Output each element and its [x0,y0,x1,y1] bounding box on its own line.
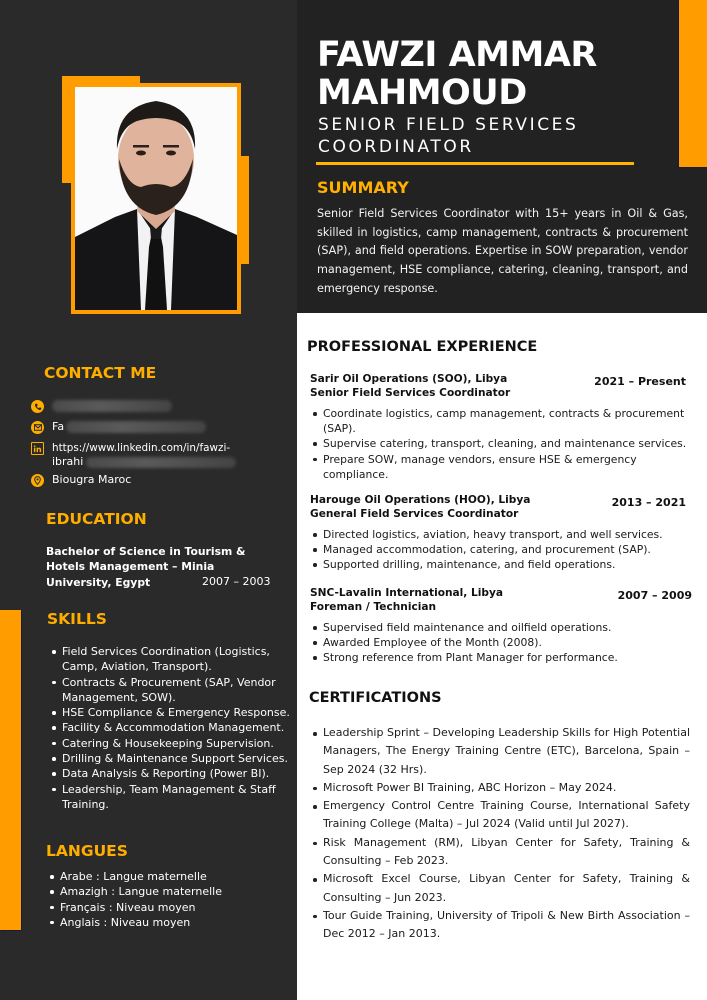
languages-list [48,869,278,930]
skill-item: Catering & Housekeeping Supervision. [50,736,290,751]
skills-list [50,644,290,812]
language-item: Anglais : Niveau moyen [48,915,278,930]
location-text: Biougra Maroc [52,473,132,486]
job-bullet: Supported drilling, maintenance, and field operations. [310,557,692,572]
job-dates: 2013 – 2021 [611,496,686,509]
job-bullet: Supervise catering, transport, cleaning, and maintenance services. [310,436,692,451]
candidate-name [317,36,657,112]
skill-item: HSE Compliance & Emergency Response. [50,705,290,720]
job-title [318,114,648,158]
education-degree: Bachelor of Science in Tourism & Hotels Management – Minia University, Egypt [46,545,246,589]
profile-photo-frame [71,83,241,314]
education-heading: EDUCATION [46,510,147,528]
phone-redacted [52,400,172,412]
language-item: Français : Niveau moyen [48,900,278,915]
job-bullet: Awarded Employee of the Month (2008). [310,635,692,650]
name-line-1: FAWZI AMMAR [317,35,597,75]
name-line-2: MAHMOUD [317,73,527,113]
job-bullets [310,620,692,666]
summary-heading: SUMMARY [317,178,409,197]
job-company: SNC-Lavalin International, Libya [310,587,504,599]
job-bullet: Supervised field maintenance and oilfield operations. [310,620,692,635]
contact-heading: CONTACT ME [44,364,157,382]
job-role: Foreman / Technician [310,601,437,613]
job-bullet: Coordinate logistics, camp management, contracts & procurement (SAP). [310,406,692,436]
certification-item: Leadership Sprint – Developing Leadership Skills for High Potential Managers, The Energy Training Centre (ETC), Barcelona, Spain – Sep 2024 (32 Hrs). [310,724,690,779]
title-divider [316,162,634,165]
skill-item: Facility & Accommodation Management. [50,720,290,735]
linkedin-line-2-row [52,455,277,469]
job-entry [310,586,692,666]
languages-heading: LANGUES [46,842,128,860]
job-bullet: Directed logistics, aviation, heavy transport, and well services. [310,527,692,542]
certification-item: Risk Management (RM), Libyan Center for Safety, Training & Consulting – Feb 2023. [310,834,690,871]
education-years: 2007 – 2003 [202,575,271,588]
skill-item: Field Services Coordination (Logistics, Camp, Aviation, Transport). [50,644,290,675]
title-line-1: SENIOR FIELD SERVICES [318,115,579,135]
contact-linkedin [31,441,277,469]
job-dates: 2007 – 2009 [617,589,692,602]
skill-item: Leadership, Team Management & Staff Training. [50,782,290,813]
certification-item: Emergency Control Centre Training Course, International Safety Training College (Malta) – Jul 2024 (Valid until Jul 2027). [310,797,690,834]
linkedin-line-2: ibrahi [52,455,84,468]
profile-photo [75,87,237,310]
job-bullet: Managed accommodation, catering, and procurement (SAP). [310,542,692,557]
experience-heading: PROFESSIONAL EXPERIENCE [307,339,538,355]
job-entry [310,372,692,482]
summary-text: Senior Field Services Coordinator with 15+ years in Oil & Gas, skilled in logistics, camp management, contracts & procurement (SAP), and field operations. Expertise in SOW preparation, vendor management, HSE compliance, catering, cleaning, transport, and emergency response. [317,207,688,295]
certification-item: Microsoft Power BI Training, ABC Horizon – May 2024. [310,779,690,797]
job-bullet: Prepare SOW, manage vendors, ensure HSE & emergency compliance. [310,452,692,482]
contact-location [31,473,131,487]
job-entry [310,493,692,573]
phone-icon [31,400,44,413]
job-company: Sarir Oil Operations (SOO), Libya [310,373,508,385]
job-role: Senior Field Services Coordinator [310,387,511,399]
accent-bar-top-right [679,0,707,167]
language-item: Arabe : Langue maternelle [48,869,278,884]
portrait-icon [75,87,237,310]
skills-heading: SKILLS [47,610,107,628]
linkedin-line-1: https://www.linkedin.com/in/fawzi- [52,442,231,454]
job-role: General Field Services Coordinator [310,508,519,520]
linkedin-url[interactable] [52,441,277,469]
certifications-heading: CERTIFICATIONS [309,690,442,706]
language-item: Amazigh : Langue maternelle [48,884,278,899]
certifications-list [310,724,690,944]
job-bullet: Strong reference from Plant Manager for performance. [310,650,692,665]
contact-phone [31,399,172,413]
skill-item: Contracts & Procurement (SAP, Vendor Management, SOW). [50,675,290,706]
job-dates: 2021 – Present [594,375,686,388]
title-line-2: COORDINATOR [318,137,474,157]
mail-icon [31,421,44,434]
contact-email [31,420,206,434]
certification-item: Tour Guide Training, University of Tripoli & New Birth Association – Dec 2012 – Jan 2013. [310,907,690,944]
job-bullets [310,527,692,573]
job-company: Harouge Oil Operations (HOO), Libya [310,494,531,506]
location-icon [31,474,44,487]
email-text[interactable]: Fa [52,420,206,434]
job-bullets [310,406,692,482]
accent-bar-left [0,610,21,930]
skill-item: Drilling & Maintenance Support Services. [50,751,290,766]
linkedin-icon [31,442,44,455]
main-content [297,313,707,1000]
linkedin-redacted [86,457,236,468]
certification-item: Microsoft Excel Course, Libyan Center for Safety, Training & Consulting – Jun 2023. [310,870,690,907]
skill-item: Data Analysis & Reporting (Power BI). [50,766,290,781]
